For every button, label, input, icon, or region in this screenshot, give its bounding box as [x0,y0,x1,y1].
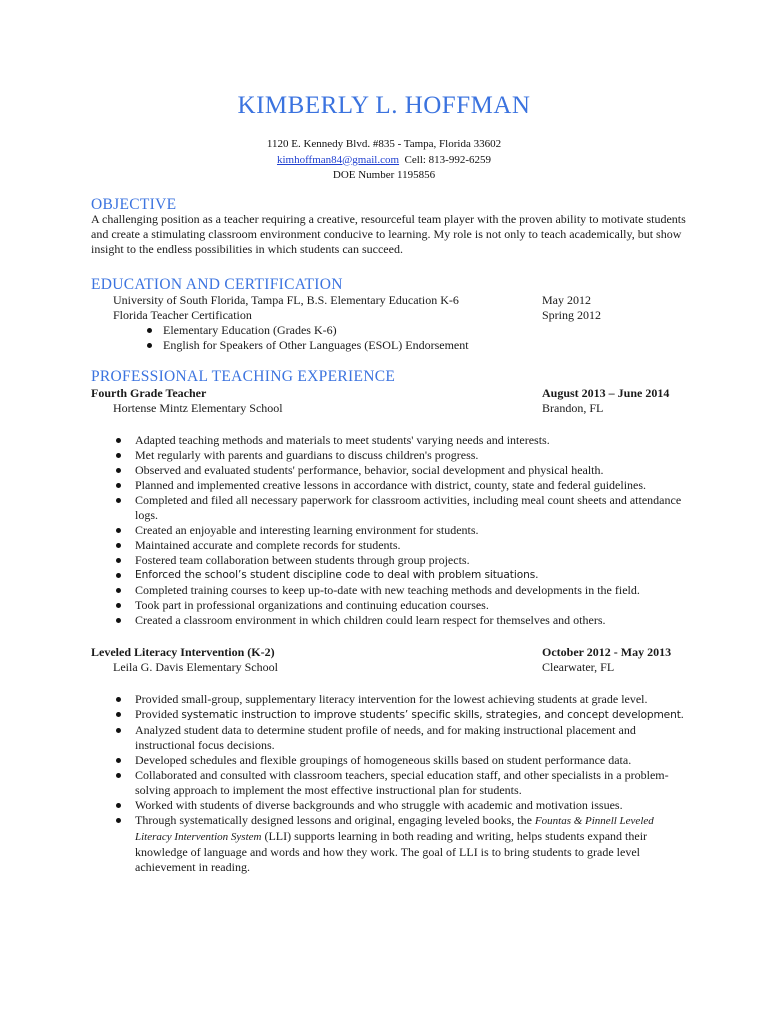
list-item: Maintained accurate and complete records for students. [135,538,685,553]
program-name: Fountas & Pinnell Leveled Literacy Intervention System [135,815,654,843]
bullet-text: Provided [135,707,182,721]
email-cell-line [0,153,768,169]
education-row [91,308,691,323]
school-name: Leila G. Davis Elementary School [113,660,278,674]
objective-text: A challenging position as a teacher requiring a creative, resourceful team player with the proven ability to motivate students and create a stimulating classroom environment conducive to learning. My role is not only to teach academically, but show insight to the endless possibilities in which students can succeed. [91,212,686,257]
list-item: Fostered team collaboration between students through group projects. [135,553,685,568]
job-location-row [91,401,691,416]
job-header [91,645,691,660]
list-item: Collaborated and consulted with classroom teachers, special education staff, and other specialists in a problem-solving approach to implement the most effective instructional plan for students. [135,768,685,798]
list-item: English for Speakers of Other Languages (ESOL) Endorsement [147,338,469,353]
job-dates: October 2012 - May 2013 [542,645,672,659]
job-dates: August 2013 – June 2014 [542,386,670,400]
degree-date: May 2012 [542,293,591,307]
list-item: Analyzed student data to determine student profile of needs, and for making instructional placement and instructional focus decisions. [135,723,685,753]
list-item: Provided small-group, supplementary literacy intervention for the lowest achieving students at grade level. [135,692,685,707]
job-duties-list [135,692,685,875]
list-item: Worked with students of diverse backgrounds and who struggle with academic and motivation issues. [135,798,685,813]
bullet-text: Through systematically designed lessons and original, engaging leveled books, the [135,813,535,827]
list-item: Met regularly with parents and guardians to discuss children's progress. [135,448,685,463]
degree: University of South Florida, Tampa FL, B.S. Elementary Education K-6 [113,293,459,307]
bullet-text: . [680,707,684,721]
list-item: Planned and implemented creative lessons in accordance with district, county, state and federal guidelines. [135,478,685,493]
certification-list [147,323,469,353]
certification-date: Spring 2012 [542,308,602,322]
list-item: Created an enjoyable and interesting learning environment for students. [135,523,685,538]
job-title: Fourth Grade Teacher [91,386,207,400]
list-item: Observed and evaluated students' performance, behavior, social development and physical health. [135,463,685,478]
bullet-styled-text: systematic instruction to improve students’ specific skills, strategies, and concept development [181,709,681,721]
job-location: Clearwater, FL [542,660,615,674]
address: 1120 E. Kennedy Blvd. #835 - Tampa, Florida 33602 [266,138,502,150]
experience-heading: PROFESSIONAL TEACHING EXPERIENCE [91,368,396,385]
list-item: Enforced the school’s student discipline code to deal with problem situations. [135,568,685,583]
cell-phone: Cell: 813-992-6259 [404,153,492,166]
job-location-row [91,660,691,675]
list-item: Completed and filed all necessary paperwork for classroom activities, including meal count sheets and attendance logs. [135,493,685,523]
education-heading: EDUCATION AND CERTIFICATION [91,276,343,293]
list-item [135,813,685,875]
list-item [135,707,685,723]
objective-heading: OBJECTIVE [91,196,177,213]
job-duties-list [135,433,685,628]
doe-number: DOE Number 1195856 [332,169,436,181]
job-title: Leveled Literacy Intervention (K-2) [91,645,275,659]
list-item: Created a classroom environment in which children could learn respect for themselves and others. [135,613,685,628]
bullet-text: (LLI) supports learning in both reading and writing, helps students expand their knowledge of language and words and how they work. The goal of LLI is to bring students to grade level achievement in reading. [135,829,648,874]
job-header [91,386,691,401]
job-location: Brandon, FL [542,401,604,415]
certification: Florida Teacher Certification [113,308,252,322]
list-item: Completed training courses to keep up-to-date with new teaching methods and developments in the field. [135,583,685,598]
contact-block [0,137,768,184]
list-item: Adapted teaching methods and materials to meet students' varying needs and interests. [135,433,685,448]
list-item: Developed schedules and flexible groupings of homogeneous skills based on student performance data. [135,753,685,768]
education-row [91,293,691,308]
list-item: Elementary Education (Grades K-6) [147,323,469,338]
school-name: Hortense Mintz Elementary School [113,401,283,415]
resume-name: KIMBERLY L. HOFFMAN [237,92,531,119]
list-item: Took part in professional organizations and continuing education courses. [135,598,685,613]
email-link[interactable]: kimhoffman84@gmail.com [276,153,400,166]
